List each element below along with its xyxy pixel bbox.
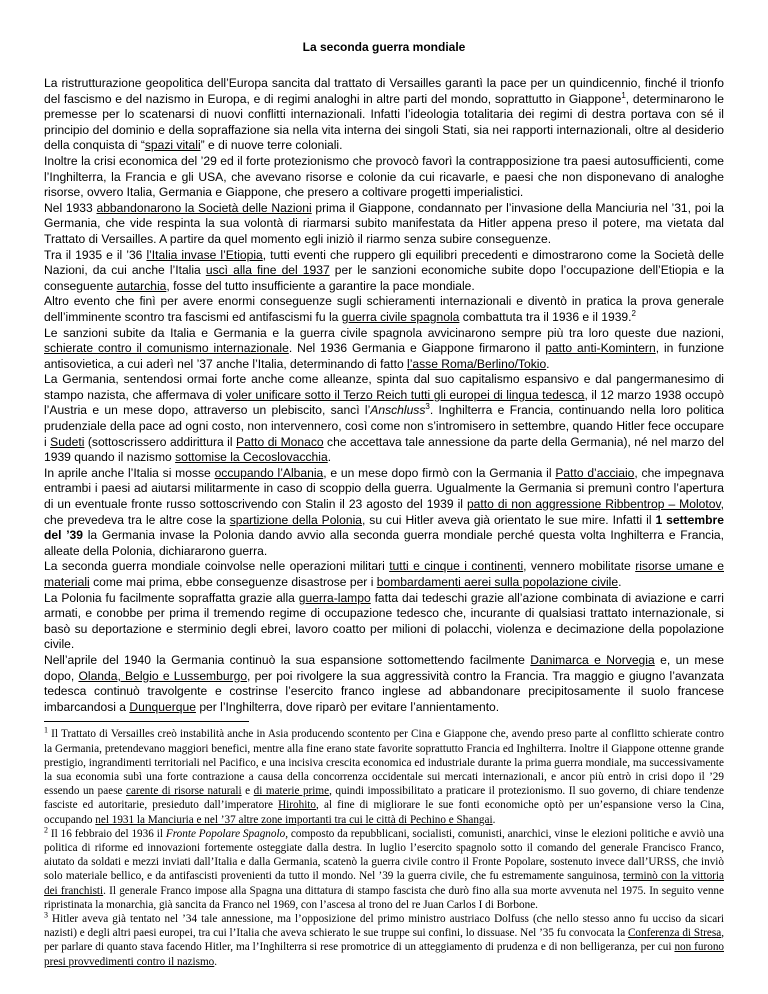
- paragraph: [44, 559, 724, 590]
- text-run: . Il generale Franco impose alla Spagna una dittatura di stampo fascista che durò fino alla sua morte avvenuta nel 1975. In seguito venne ripristinata la monarchia, già sancita da Franco nel 1969, con l’ascesa al trono del re Juan Carlos I di Borbone.: [44, 884, 724, 911]
- underlined-term: uscì alla fine del 1937: [205, 263, 330, 278]
- paragraph: [44, 326, 724, 373]
- underlined-term: guerra civile spagnola: [341, 309, 460, 324]
- text-run: , tutti eventi che ruppero gli equilibri precedenti e dimostrarono come la Società delle Nazioni, da cui anche l’Italia: [44, 247, 724, 278]
- footnote: [44, 727, 724, 826]
- text-run: .: [546, 356, 550, 371]
- text-run: La Germania, sentendosi ormai forte anche come alleanze, spinta dal suo capitalismo espansivo e dal pangermanesimo di stampo nazista, che affermava di: [44, 372, 724, 402]
- text-run: Altro evento che finì per avere enormi conseguenze sugli schieramenti internazionali e diventò in pratica la prova generale dell’imminente scontro tra fascismi ed antifascismi fu la: [44, 294, 724, 324]
- underlined-term: Hirohito: [278, 799, 317, 812]
- footnote-marker: 1: [44, 725, 48, 735]
- text-run: .: [618, 575, 622, 589]
- paragraph: [44, 591, 724, 653]
- text-run: , vennero mobilitate: [523, 559, 636, 574]
- paragraph: [44, 201, 724, 248]
- text-run: Le sanzioni subite da Italia e Germania e la guerra civile spagnola avvicinarono sempre più tra loro queste due nazioni,: [44, 325, 724, 340]
- underlined-term: spazi vitali: [144, 138, 201, 153]
- text-run: Hitler aveva già tentato nel ’34 tale annessione, ma l’opposizione del primo ministro austriaco Dolfuss (che nello stesso anno fu ucciso da sicari nazisti) e degli altri paesi europei, tra cui l’Italia che aveva schierato le sue truppe sui confini, lo dissuase. Nel ’35 fu convocata la: [44, 912, 724, 940]
- text-run: , per poi rivolgere la sua aggressività contro la Francia. Tra maggio e giugno l’avanzata tedesca continuò travolgente e costrinse l’esercito franco inglese ad abbandonare precipitosamente il suolo francese imbarcandosi a: [44, 668, 724, 714]
- underlined-term: Conferenza di Stresa: [627, 927, 722, 940]
- underlined-term: guerra-lampo: [298, 590, 371, 605]
- text-run: In aprile anche l’Italia si mosse: [44, 465, 215, 480]
- text-run: la Germania invase la Polonia dando avvio alla seconda guerra mondiale perché questa volta Inghilterra e Francia, alleate della Polonia, dichiararono guerra.: [44, 528, 724, 558]
- text-run: fatta dai tedeschi grazie all’azione combinata di aviazione e carri armati, e conobbe per prima il tremendo regime di occupazione tedesco che, incurante di qualsiasi trattato internazionale, si basò su deportazione e sterminio degli ebrei, lavoro coatto per milioni di polacchi, violenza e decimazione della popolazione civile.: [44, 590, 724, 652]
- italic-term: Fronte Popolare Spagnolo: [165, 827, 286, 840]
- text-run: prima il Giappone, condannato per l’invasione della Manciuria nel ’31, poi la Germania, che vide respinta la sua volontà di riarmarsi subito manifestata da Hitler appena preso il potere, ma vietata dal Trattato di Versailles. A partire da quel momento egli iniziò il riarmo senza subire conseguenze.: [44, 200, 724, 246]
- text-run: .: [492, 813, 496, 826]
- underlined-term: l’Italia invase l’Etiopia: [146, 247, 263, 262]
- paragraph: [44, 372, 724, 466]
- text-run: , fosse del tutto insufficiente a garantire la pace mondiale.: [166, 278, 475, 293]
- text-run: Il Trattato di Versailles creò instabilità anche in Asia producendo scontento per Cina e Giappone che, avendo preso parte al conflitto schierate contro la Germania, pretendevano maggiori benefici, mentre alla fine erano state favorite soprattutto Francia ed Inghilterra. Inoltre il Giappone ottenne grande prestigio, ingrandimenti territoriali nel Pacifico, e una incisiva crescita economica ed industriale durante la prima guerra mondiale, ma successivamente la sua economia subì una forte contrazione a causa della concorrenza occidentale sui mercati internazionali, e ancor più entrò in crisi dopo il ’29 essendo un paese: [44, 728, 724, 798]
- underlined-term: spartizione della Polonia: [229, 512, 362, 527]
- underlined-term: sottomise la Cecoslovacchia: [175, 450, 328, 465]
- text-run: , determinarono le premesse per lo scatenarsi di nuovi conflitti internazionali. Infatti l’ideologia totalitaria dei regimi di destra portava con sé il principio del dominio e della sopraffazione sia nella vita interna dei singoli Stati, sia nei rapporti internazionali, oltre al desiderio della conquista di “: [44, 91, 724, 153]
- underlined-term: non furono presi provvedimenti contro il nazismo: [44, 941, 725, 968]
- text-run: , che impegnava entrambi i paesi ad aiutarsi militarmente in caso di scoppio della guerra. Ugualmente la Germania si premunì contro l’apertura di un eventuale fronte russo sottoscrivendo con Stalin il 23 agosto del 1939 il: [44, 465, 724, 512]
- text-run: , in funzione antisovietica, a cui aderì nel ’37 anche l’Italia, determinando di fatto: [44, 341, 724, 371]
- underlined-term: schierate contro il comunismo internazionale: [44, 341, 289, 356]
- footnotes: [44, 727, 724, 968]
- footnote-marker: 3: [425, 402, 430, 412]
- text-run: Il 16 febbraio del 1936 il: [48, 827, 166, 840]
- underlined-term: carente di risorse naturali: [126, 785, 242, 798]
- underlined-term: Sudeti: [50, 434, 85, 449]
- underlined-term: occupando l’Albania: [214, 465, 324, 480]
- text-run: Nell’aprile del 1940 la Germania continuò la sua espansione sottomettendo facilmente: [44, 652, 531, 667]
- italic-term: Anschluss: [370, 403, 426, 418]
- text-run: , che prevedeva tra le altre cose la: [44, 497, 724, 527]
- paragraph: [44, 248, 724, 295]
- text-run: come mai prima, ebbe conseguenze disastrose per i: [89, 575, 377, 589]
- text-run: Inoltre la crisi economica del ’29 ed il forte protezionismo che provocò favorì la contrapposizione tra paesi autosufficienti, come l’Inghilterra, la Francia e gli USA, che avevano risorse e colonie da cui ricavarle, e paesi che non disponevano di analoghe risorse, ovvero Italia, Germania e Giappone, che presero a coltivare progetti imperialistici.: [44, 153, 724, 200]
- body-text: [44, 76, 724, 715]
- underlined-term: tutti e cinque i continenti: [389, 559, 524, 574]
- underlined-term: Olanda, Belgio e Lussemburgo: [78, 668, 248, 683]
- underlined-term: abbandonarono la Società delle Nazioni: [96, 200, 312, 215]
- paragraph: [44, 466, 724, 560]
- text-run: e: [241, 785, 254, 798]
- paragraph: [44, 76, 724, 154]
- underlined-term: patto anti-Komintern: [545, 341, 656, 356]
- underlined-term: voler unificare sotto il Terzo Reich tutti gli europei di lingua tedesca: [225, 387, 585, 402]
- text-run: Tra il 1935 e il ’36: [44, 247, 147, 262]
- text-run: per le sanzioni economiche subite dopo l’occupazione dell’Etiopia e la conseguente: [44, 263, 724, 293]
- underlined-term: di materie prime: [253, 785, 330, 798]
- text-run: e, un mese dopo,: [44, 652, 725, 683]
- text-run: ” e di nuove terre coloniali.: [200, 138, 343, 153]
- text-run: che accettava tale annessione da parte della Germania), né nel marzo del 1939 quando il nazismo: [44, 434, 724, 465]
- text-run: , quindi impossibilitato a praticare il protezionismo. Il suo governo, di chiare tendenze fasciste ed autoritarie, presieduto dall’imperatore: [44, 785, 725, 812]
- footnote: [44, 912, 724, 969]
- text-run: , composto da repubblicani, socialisti, comunisti, anarchici, vinse le elezioni politiche e avviò una politica di riforme ed innovazioni fortemente osteggiate dalla destra. In luglio l’esercito spagnolo sotto il comando del generale Francisco Franco, aiutato da soldati e mezzi inviati dall’Italia e dalla Germania, scatenò la guerra civile contro il Fronte Popolare, sostenuto invece dall’URSS, che inviò solo materiale bellico, e da antifascisti provenienti da tutto il mondo. Nel ’39 la guerra civile, che fu estremamente sanguinosa,: [44, 827, 724, 883]
- footnote-marker: 1: [621, 90, 626, 100]
- text-run: , per parlare di quanto stava facendo Hitler, ma l’Inghilterra si rese promotrice di un atteggiamento di prudenza e di non belligeranza, per cui: [44, 927, 724, 954]
- text-run: , il 12 marzo 1938 occupò l’Austria e un mese dopo, attraverso un plebiscito, sancì l’: [44, 387, 724, 418]
- text-run: . Inghilterra e Francia, continuando nella loro politica prudenziale della pace ad ogni costo, non intervennero, così come non s’intromisero in settembre, quando Hitler fece occupare i: [44, 403, 724, 449]
- text-run: .: [327, 450, 332, 465]
- underlined-term: nel 1931 la Manciuria e nel ’37 altre zone importanti tra cui le città di Pechino e Shangai: [95, 813, 493, 826]
- underlined-term: risorse umane e materiali: [44, 559, 724, 589]
- paragraph: [44, 154, 724, 201]
- text-run: La Polonia fu facilmente sopraffatta grazie alla: [44, 590, 299, 605]
- page-title: La seconda guerra mondiale: [302, 40, 466, 54]
- text-run: Nel 1933: [44, 200, 97, 215]
- paragraph: [44, 653, 724, 715]
- underlined-term: Danimarca e Norvegia: [530, 652, 655, 667]
- footnote-divider: [44, 721, 249, 722]
- text-run: La ristrutturazione geopolitica dell’Europa sancita dal trattato di Versailles garantì la pace per un quindicennio, finché il trionfo del fascismo e del nazismo in Europa, e di regimi analoghi in altre parti del mondo, soprattutto in Giappone: [44, 76, 724, 106]
- footnote-marker: 2: [631, 308, 636, 318]
- footnote-marker: 3: [44, 910, 48, 920]
- footnote-marker: 2: [44, 825, 48, 835]
- underlined-term: Patto di Monaco: [236, 434, 324, 449]
- text-run: combattuta tra il 1936 e il 1939.: [459, 309, 632, 324]
- text-run: (sottoscrissero addirittura il: [84, 434, 237, 449]
- underlined-term: bombardamenti aerei sulla popolazione civile: [376, 575, 619, 589]
- text-run: La seconda guerra mondiale coinvolse nelle operazioni militari: [44, 559, 390, 574]
- underlined-term: terminò con la vittoria dei franchisti: [44, 870, 724, 897]
- bold-term: 1 settembre del ’39: [44, 512, 724, 543]
- text-run: .: [214, 955, 218, 968]
- text-run: , al fine di migliorare le sue fonti economiche optò per un’espansione verso la Cina, occupando: [44, 799, 724, 826]
- underlined-term: Dunquerque: [129, 699, 196, 714]
- text-run: , e un mese dopo firmò con la Germania il: [323, 465, 556, 480]
- paragraph: [44, 294, 724, 325]
- underlined-term: Patto d’acciaio: [555, 465, 635, 480]
- underlined-term: l’asse Roma/Berlino/Tokio: [407, 356, 547, 371]
- text-run: , su cui Hitler aveva già orientato le sue mire. Infatti il: [361, 512, 656, 527]
- text-run: per l’Inghilterra, dove riparò per evitare l’annientamento.: [195, 699, 500, 714]
- underlined-term: autarchia: [116, 278, 167, 293]
- footnote: [44, 827, 724, 912]
- text-run: . Nel 1936 Germania e Giappone firmarono il: [288, 341, 546, 356]
- underlined-term: patto di non aggressione Ribbentrop – Molotov: [466, 497, 721, 512]
